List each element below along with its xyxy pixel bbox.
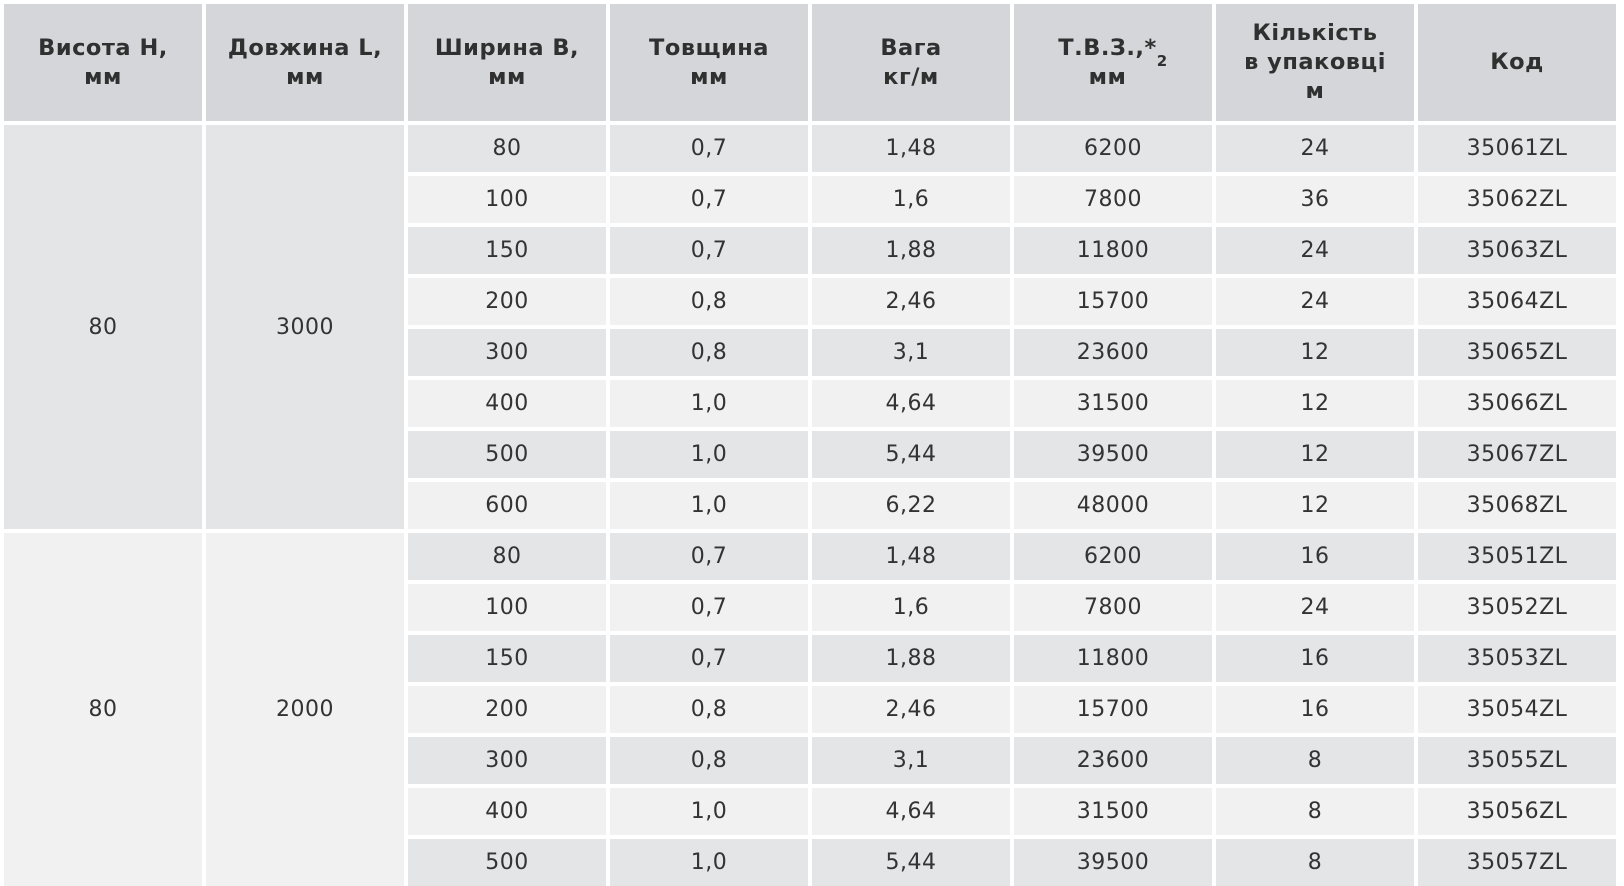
code-cell: 35054ZL xyxy=(1418,686,1616,733)
weight-cell: 2,46 xyxy=(812,686,1010,733)
cross-section-cell: 15700 xyxy=(1014,278,1212,325)
thickness-cell: 0,7 xyxy=(610,584,808,631)
header-height: Висота H, мм xyxy=(4,4,202,121)
code-cell: 35056ZL xyxy=(1418,788,1616,835)
code-cell: 35053ZL xyxy=(1418,635,1616,682)
pack-qty-cell: 8 xyxy=(1216,788,1414,835)
code-cell: 35065ZL xyxy=(1418,329,1616,376)
cross-section-cell: 23600 xyxy=(1014,329,1212,376)
pack-qty-cell: 12 xyxy=(1216,431,1414,478)
cross-section-cell: 31500 xyxy=(1014,380,1212,427)
width-cell: 500 xyxy=(408,839,606,886)
thickness-cell: 0,7 xyxy=(610,227,808,274)
pack-qty-cell: 24 xyxy=(1216,227,1414,274)
weight-cell: 1,88 xyxy=(812,227,1010,274)
width-cell: 100 xyxy=(408,176,606,223)
width-cell: 200 xyxy=(408,686,606,733)
code-cell: 35055ZL xyxy=(1418,737,1616,784)
code-cell: 35063ZL xyxy=(1418,227,1616,274)
length-cell: 2000 xyxy=(206,533,404,886)
pack-qty-cell: 16 xyxy=(1216,635,1414,682)
header-weight: Вага кг/м xyxy=(812,4,1010,121)
header-thickness: Товщина мм xyxy=(610,4,808,121)
width-cell: 100 xyxy=(408,584,606,631)
thickness-cell: 0,8 xyxy=(610,329,808,376)
width-cell: 150 xyxy=(408,635,606,682)
weight-cell: 4,64 xyxy=(812,380,1010,427)
cross-section-cell: 6200 xyxy=(1014,533,1212,580)
width-cell: 400 xyxy=(408,380,606,427)
cross-section-cell: 11800 xyxy=(1014,227,1212,274)
code-cell: 35061ZL xyxy=(1418,125,1616,172)
weight-cell: 1,48 xyxy=(812,125,1010,172)
cross-section-cell: 15700 xyxy=(1014,686,1212,733)
thickness-cell: 0,7 xyxy=(610,125,808,172)
length-cell: 3000 xyxy=(206,125,404,529)
cross-section-cell: 11800 xyxy=(1014,635,1212,682)
thickness-cell: 0,8 xyxy=(610,686,808,733)
thickness-cell: 0,7 xyxy=(610,533,808,580)
cross-section-cell: 7800 xyxy=(1014,584,1212,631)
cross-section-cell: 48000 xyxy=(1014,482,1212,529)
pack-qty-cell: 8 xyxy=(1216,737,1414,784)
weight-cell: 1,6 xyxy=(812,584,1010,631)
width-cell: 150 xyxy=(408,227,606,274)
width-cell: 500 xyxy=(408,431,606,478)
thickness-cell: 1,0 xyxy=(610,431,808,478)
weight-cell: 1,48 xyxy=(812,533,1010,580)
header-code: Код xyxy=(1418,4,1616,121)
thickness-cell: 1,0 xyxy=(610,788,808,835)
width-cell: 600 xyxy=(408,482,606,529)
pack-qty-cell: 24 xyxy=(1216,278,1414,325)
pack-qty-cell: 12 xyxy=(1216,482,1414,529)
header-length: Довжина L, мм xyxy=(206,4,404,121)
weight-cell: 1,6 xyxy=(812,176,1010,223)
width-cell: 80 xyxy=(408,125,606,172)
height-cell: 80 xyxy=(4,125,202,529)
pack-qty-cell: 24 xyxy=(1216,584,1414,631)
cross-section-cell: 31500 xyxy=(1014,788,1212,835)
cross-section-cell: 7800 xyxy=(1014,176,1212,223)
cross-section-cell: 39500 xyxy=(1014,431,1212,478)
width-cell: 200 xyxy=(408,278,606,325)
pack-qty-cell: 8 xyxy=(1216,839,1414,886)
thickness-cell: 1,0 xyxy=(610,482,808,529)
code-cell: 35066ZL xyxy=(1418,380,1616,427)
weight-cell: 3,1 xyxy=(812,329,1010,376)
thickness-cell: 0,8 xyxy=(610,278,808,325)
spec-table xyxy=(4,4,1616,886)
weight-cell: 3,1 xyxy=(812,737,1010,784)
width-cell: 300 xyxy=(408,737,606,784)
weight-cell: 4,64 xyxy=(812,788,1010,835)
header-width: Ширина B, мм xyxy=(408,4,606,121)
cross-section-cell: 23600 xyxy=(1014,737,1212,784)
weight-cell: 2,46 xyxy=(812,278,1010,325)
weight-cell: 1,88 xyxy=(812,635,1010,682)
code-cell: 35062ZL xyxy=(1418,176,1616,223)
height-cell: 80 xyxy=(4,533,202,886)
code-cell: 35068ZL xyxy=(1418,482,1616,529)
width-cell: 400 xyxy=(408,788,606,835)
header-pack-qty: Кількість в упаковці м xyxy=(1216,4,1414,121)
width-cell: 80 xyxy=(408,533,606,580)
thickness-cell: 0,7 xyxy=(610,635,808,682)
weight-cell: 6,22 xyxy=(812,482,1010,529)
pack-qty-cell: 12 xyxy=(1216,380,1414,427)
code-cell: 35067ZL xyxy=(1418,431,1616,478)
weight-cell: 5,44 xyxy=(812,839,1010,886)
thickness-cell: 1,0 xyxy=(610,839,808,886)
code-cell: 35052ZL xyxy=(1418,584,1616,631)
cross-section-cell: 6200 xyxy=(1014,125,1212,172)
header-cross-section: Т.В.З.,* мм $^2$ xyxy=(1014,4,1212,121)
weight-cell: 5,44 xyxy=(812,431,1010,478)
pack-qty-cell: 24 xyxy=(1216,125,1414,172)
pack-qty-cell: 16 xyxy=(1216,686,1414,733)
cross-section-cell: 39500 xyxy=(1014,839,1212,886)
code-cell: 35057ZL xyxy=(1418,839,1616,886)
width-cell: 300 xyxy=(408,329,606,376)
pack-qty-cell: 36 xyxy=(1216,176,1414,223)
pack-qty-cell: 16 xyxy=(1216,533,1414,580)
thickness-cell: 1,0 xyxy=(610,380,808,427)
code-cell: 35051ZL xyxy=(1418,533,1616,580)
thickness-cell: 0,8 xyxy=(610,737,808,784)
pack-qty-cell: 12 xyxy=(1216,329,1414,376)
thickness-cell: 0,7 xyxy=(610,176,808,223)
code-cell: 35064ZL xyxy=(1418,278,1616,325)
